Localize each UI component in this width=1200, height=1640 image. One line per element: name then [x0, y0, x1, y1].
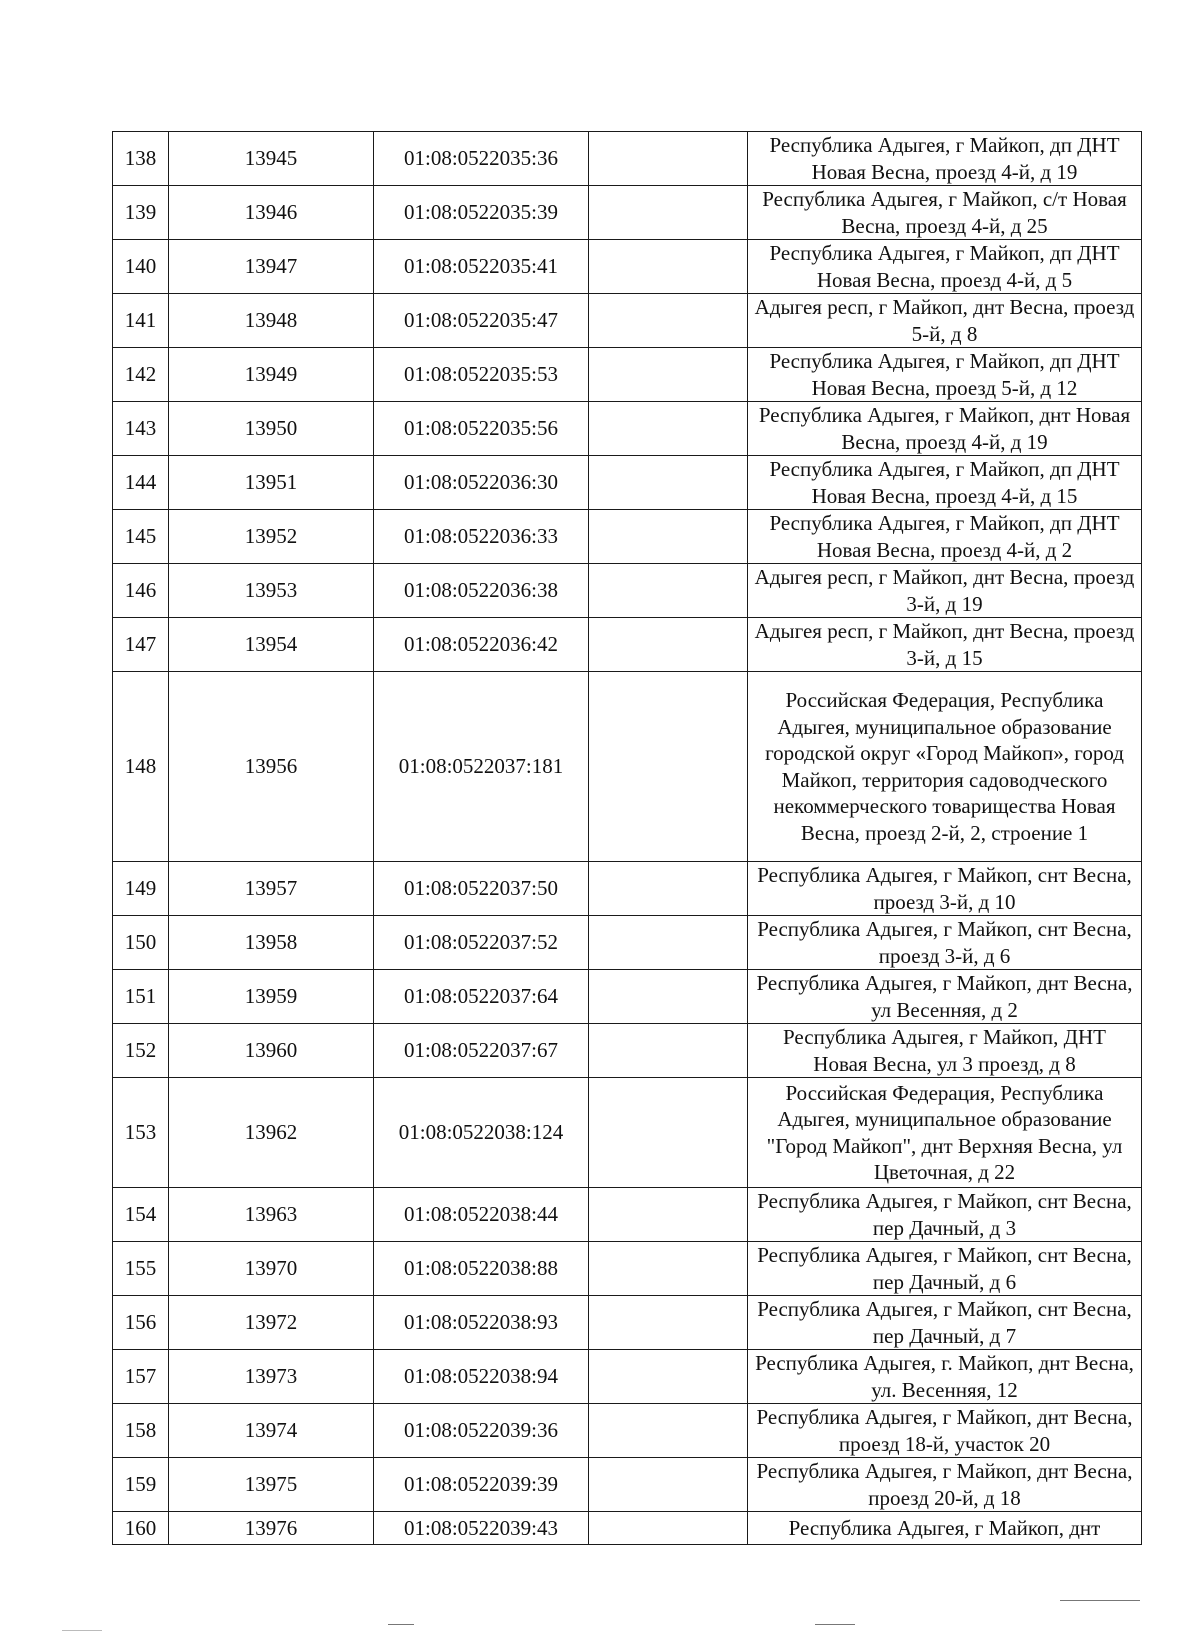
table-row — [113, 348, 1142, 402]
row-number: 160 — [113, 1512, 169, 1545]
empty-cell — [589, 1242, 748, 1296]
land-plot-table — [112, 131, 1142, 1545]
address-cell — [748, 672, 1142, 862]
cadastral-number: 01:08:0522039:39 — [374, 1458, 589, 1512]
table-row — [113, 1350, 1142, 1404]
table-body — [113, 132, 1142, 1545]
empty-cell — [589, 510, 748, 564]
address-text: Республика Адыгея, г Майкоп, снт Весна, пер Дачный, д 7 — [757, 1297, 1132, 1348]
address-cell — [748, 618, 1142, 672]
address-text: Республика Адыгея, г Майкоп, днт Весна, ул Весенняя, д 2 — [756, 971, 1133, 1022]
address-cell — [748, 1296, 1142, 1350]
address-text: Республика Адыгея, г Майкоп, с/т Новая Весна, проезд 4-й, д 25 — [762, 187, 1127, 238]
object-code: 13946 — [169, 186, 374, 240]
address-cell — [748, 1242, 1142, 1296]
address-text: Республика Адыгея, г Майкоп, дп ДНТ Новая Весна, проезд 4-й, д 19 — [769, 133, 1120, 184]
cadastral-number: 01:08:0522037:181 — [374, 672, 589, 862]
address-text: Республика Адыгея, г Майкоп, днт — [788, 1515, 1101, 1540]
empty-cell — [589, 1458, 748, 1512]
row-number: 140 — [113, 240, 169, 294]
empty-cell — [589, 970, 748, 1024]
empty-cell — [589, 294, 748, 348]
row-number: 151 — [113, 970, 169, 1024]
table-row — [113, 916, 1142, 970]
object-code: 13952 — [169, 510, 374, 564]
address-cell — [748, 456, 1142, 510]
row-number: 149 — [113, 862, 169, 916]
address-cell — [748, 1512, 1142, 1545]
row-number: 145 — [113, 510, 169, 564]
cadastral-number: 01:08:0522036:33 — [374, 510, 589, 564]
empty-cell — [589, 1404, 748, 1458]
address-text: Республика Адыгея, г Майкоп, дп ДНТ Новая Весна, проезд 4-й, д 5 — [769, 241, 1120, 292]
cadastral-number: 01:08:0522036:42 — [374, 618, 589, 672]
object-code: 13974 — [169, 1404, 374, 1458]
empty-cell — [589, 1188, 748, 1242]
cadastral-number: 01:08:0522037:50 — [374, 862, 589, 916]
address-cell — [748, 294, 1142, 348]
object-code: 13959 — [169, 970, 374, 1024]
address-cell — [748, 564, 1142, 618]
row-number: 157 — [113, 1350, 169, 1404]
row-number: 143 — [113, 402, 169, 456]
address-text: Российская Федерация, Республика Адыгея, муниципальное образование "Город Майкоп", днт Верхняя Весна, ул Цветочная, д 22 — [766, 1080, 1123, 1184]
cadastral-number: 01:08:0522037:52 — [374, 916, 589, 970]
address-text: Республика Адыгея, г Майкоп, снт Весна, проезд 3-й, д 6 — [757, 917, 1132, 968]
cadastral-number: 01:08:0522037:67 — [374, 1024, 589, 1078]
address-text: Республика Адыгея, г Майкоп, дп ДНТ Новая Весна, проезд 4-й, д 2 — [769, 511, 1120, 562]
object-code: 13945 — [169, 132, 374, 186]
cadastral-number: 01:08:0522036:38 — [374, 564, 589, 618]
table-row — [113, 672, 1142, 862]
cadastral-number: 01:08:0522037:64 — [374, 970, 589, 1024]
table-row — [113, 510, 1142, 564]
address-text: Республика Адыгея, г Майкоп, дп ДНТ Новая Весна, проезд 5-й, д 12 — [769, 349, 1120, 400]
table-row — [113, 618, 1142, 672]
table-row — [113, 1404, 1142, 1458]
object-code: 13958 — [169, 916, 374, 970]
address-cell — [748, 1404, 1142, 1458]
cadastral-number: 01:08:0522038:93 — [374, 1296, 589, 1350]
empty-cell — [589, 1512, 748, 1545]
row-number: 159 — [113, 1458, 169, 1512]
address-cell — [748, 1078, 1142, 1188]
cadastral-number: 01:08:0522036:30 — [374, 456, 589, 510]
row-number: 153 — [113, 1078, 169, 1188]
address-text: Республика Адыгея, г Майкоп, снт Весна, пер Дачный, д 3 — [757, 1189, 1132, 1240]
address-cell — [748, 402, 1142, 456]
empty-cell — [589, 1296, 748, 1350]
object-code: 13950 — [169, 402, 374, 456]
address-text: Адыгея респ, г Майкоп, днт Весна, проезд 5-й, д 8 — [754, 295, 1135, 346]
empty-cell — [589, 402, 748, 456]
object-code: 13956 — [169, 672, 374, 862]
empty-cell — [589, 916, 748, 970]
object-code: 13947 — [169, 240, 374, 294]
table-row — [113, 1024, 1142, 1078]
object-code: 13957 — [169, 862, 374, 916]
cadastral-number: 01:08:0522035:56 — [374, 402, 589, 456]
table-row — [113, 862, 1142, 916]
object-code: 13949 — [169, 348, 374, 402]
address-cell — [748, 510, 1142, 564]
row-number: 158 — [113, 1404, 169, 1458]
row-number: 146 — [113, 564, 169, 618]
object-code: 13970 — [169, 1242, 374, 1296]
row-number: 139 — [113, 186, 169, 240]
table-row — [113, 1512, 1142, 1545]
table-row — [113, 970, 1142, 1024]
empty-cell — [589, 618, 748, 672]
address-text: Республика Адыгея, г Майкоп, днт Весна, проезд 20-й, д 18 — [756, 1459, 1133, 1510]
address-text: Российская Федерация, Республика Адыгея, муниципальное образование городской округ «Город Майкоп», город Майкоп, территория садоводческого некоммерческого товарищества Новая Весна, проезд 2-й, 2, строение 1 — [765, 688, 1124, 845]
address-cell — [748, 186, 1142, 240]
object-code: 13973 — [169, 1350, 374, 1404]
table-row — [113, 186, 1142, 240]
scan-speck — [388, 1624, 414, 1625]
empty-cell — [589, 240, 748, 294]
address-cell — [748, 132, 1142, 186]
table-row — [113, 240, 1142, 294]
cadastral-number: 01:08:0522038:124 — [374, 1078, 589, 1188]
empty-cell — [589, 564, 748, 618]
empty-cell — [589, 672, 748, 862]
table-row — [113, 1458, 1142, 1512]
address-cell — [748, 1024, 1142, 1078]
table-row — [113, 1242, 1142, 1296]
row-number: 148 — [113, 672, 169, 862]
empty-cell — [589, 348, 748, 402]
scan-speck — [815, 1624, 855, 1625]
cadastral-number: 01:08:0522038:44 — [374, 1188, 589, 1242]
cadastral-number: 01:08:0522035:41 — [374, 240, 589, 294]
table-row — [113, 294, 1142, 348]
cadastral-number: 01:08:0522035:47 — [374, 294, 589, 348]
address-text: Республика Адыгея, г Майкоп, днт Весна, проезд 18-й, участок 20 — [756, 1405, 1133, 1456]
address-cell — [748, 240, 1142, 294]
object-code: 13954 — [169, 618, 374, 672]
table-row — [113, 456, 1142, 510]
empty-cell — [589, 862, 748, 916]
cadastral-number: 01:08:0522039:36 — [374, 1404, 589, 1458]
row-number: 156 — [113, 1296, 169, 1350]
address-text: Республика Адыгея, г. Майкоп, днт Весна, ул. Весенняя, 12 — [755, 1351, 1134, 1402]
table-row — [113, 1188, 1142, 1242]
object-code: 13960 — [169, 1024, 374, 1078]
row-number: 138 — [113, 132, 169, 186]
row-number: 142 — [113, 348, 169, 402]
row-number: 154 — [113, 1188, 169, 1242]
cadastral-number: 01:08:0522038:94 — [374, 1350, 589, 1404]
address-cell — [748, 348, 1142, 402]
object-code: 13962 — [169, 1078, 374, 1188]
empty-cell — [589, 1078, 748, 1188]
cadastral-number: 01:08:0522039:43 — [374, 1512, 589, 1545]
scan-speck — [1060, 1600, 1140, 1601]
cadastral-number: 01:08:0522038:88 — [374, 1242, 589, 1296]
object-code: 13976 — [169, 1512, 374, 1545]
table-row — [113, 1078, 1142, 1188]
empty-cell — [589, 1024, 748, 1078]
address-text: Республика Адыгея, г Майкоп, днт Новая Весна, проезд 4-й, д 19 — [758, 403, 1131, 454]
table-row — [113, 1296, 1142, 1350]
cadastral-number: 01:08:0522035:53 — [374, 348, 589, 402]
empty-cell — [589, 456, 748, 510]
object-code: 13972 — [169, 1296, 374, 1350]
address-text: Адыгея респ, г Майкоп, днт Весна, проезд 3-й, д 15 — [754, 619, 1135, 670]
empty-cell — [589, 1350, 748, 1404]
row-number: 150 — [113, 916, 169, 970]
address-cell — [748, 862, 1142, 916]
table-row — [113, 564, 1142, 618]
object-code: 13951 — [169, 456, 374, 510]
table-row — [113, 402, 1142, 456]
object-code: 13963 — [169, 1188, 374, 1242]
address-cell — [748, 916, 1142, 970]
table-row — [113, 132, 1142, 186]
empty-cell — [589, 132, 748, 186]
address-text: Республика Адыгея, г Майкоп, снт Весна, пер Дачный, д 6 — [757, 1243, 1132, 1294]
row-number: 147 — [113, 618, 169, 672]
address-text: Республика Адыгея, г Майкоп, ДНТ Новая Весна, ул 3 проезд, д 8 — [783, 1025, 1106, 1076]
object-code: 13948 — [169, 294, 374, 348]
row-number: 144 — [113, 456, 169, 510]
scan-speck — [62, 1630, 102, 1631]
row-number: 141 — [113, 294, 169, 348]
cadastral-number: 01:08:0522035:36 — [374, 132, 589, 186]
empty-cell — [589, 186, 748, 240]
cadastral-number: 01:08:0522035:39 — [374, 186, 589, 240]
row-number: 152 — [113, 1024, 169, 1078]
address-text: Республика Адыгея, г Майкоп, дп ДНТ Новая Весна, проезд 4-й, д 15 — [769, 457, 1120, 508]
row-number: 155 — [113, 1242, 169, 1296]
address-text: Республика Адыгея, г Майкоп, снт Весна, проезд 3-й, д 10 — [757, 863, 1132, 914]
object-code: 13953 — [169, 564, 374, 618]
object-code: 13975 — [169, 1458, 374, 1512]
address-cell — [748, 1458, 1142, 1512]
address-cell — [748, 1188, 1142, 1242]
address-cell — [748, 970, 1142, 1024]
address-text: Адыгея респ, г Майкоп, днт Весна, проезд 3-й, д 19 — [754, 565, 1135, 616]
address-cell — [748, 1350, 1142, 1404]
